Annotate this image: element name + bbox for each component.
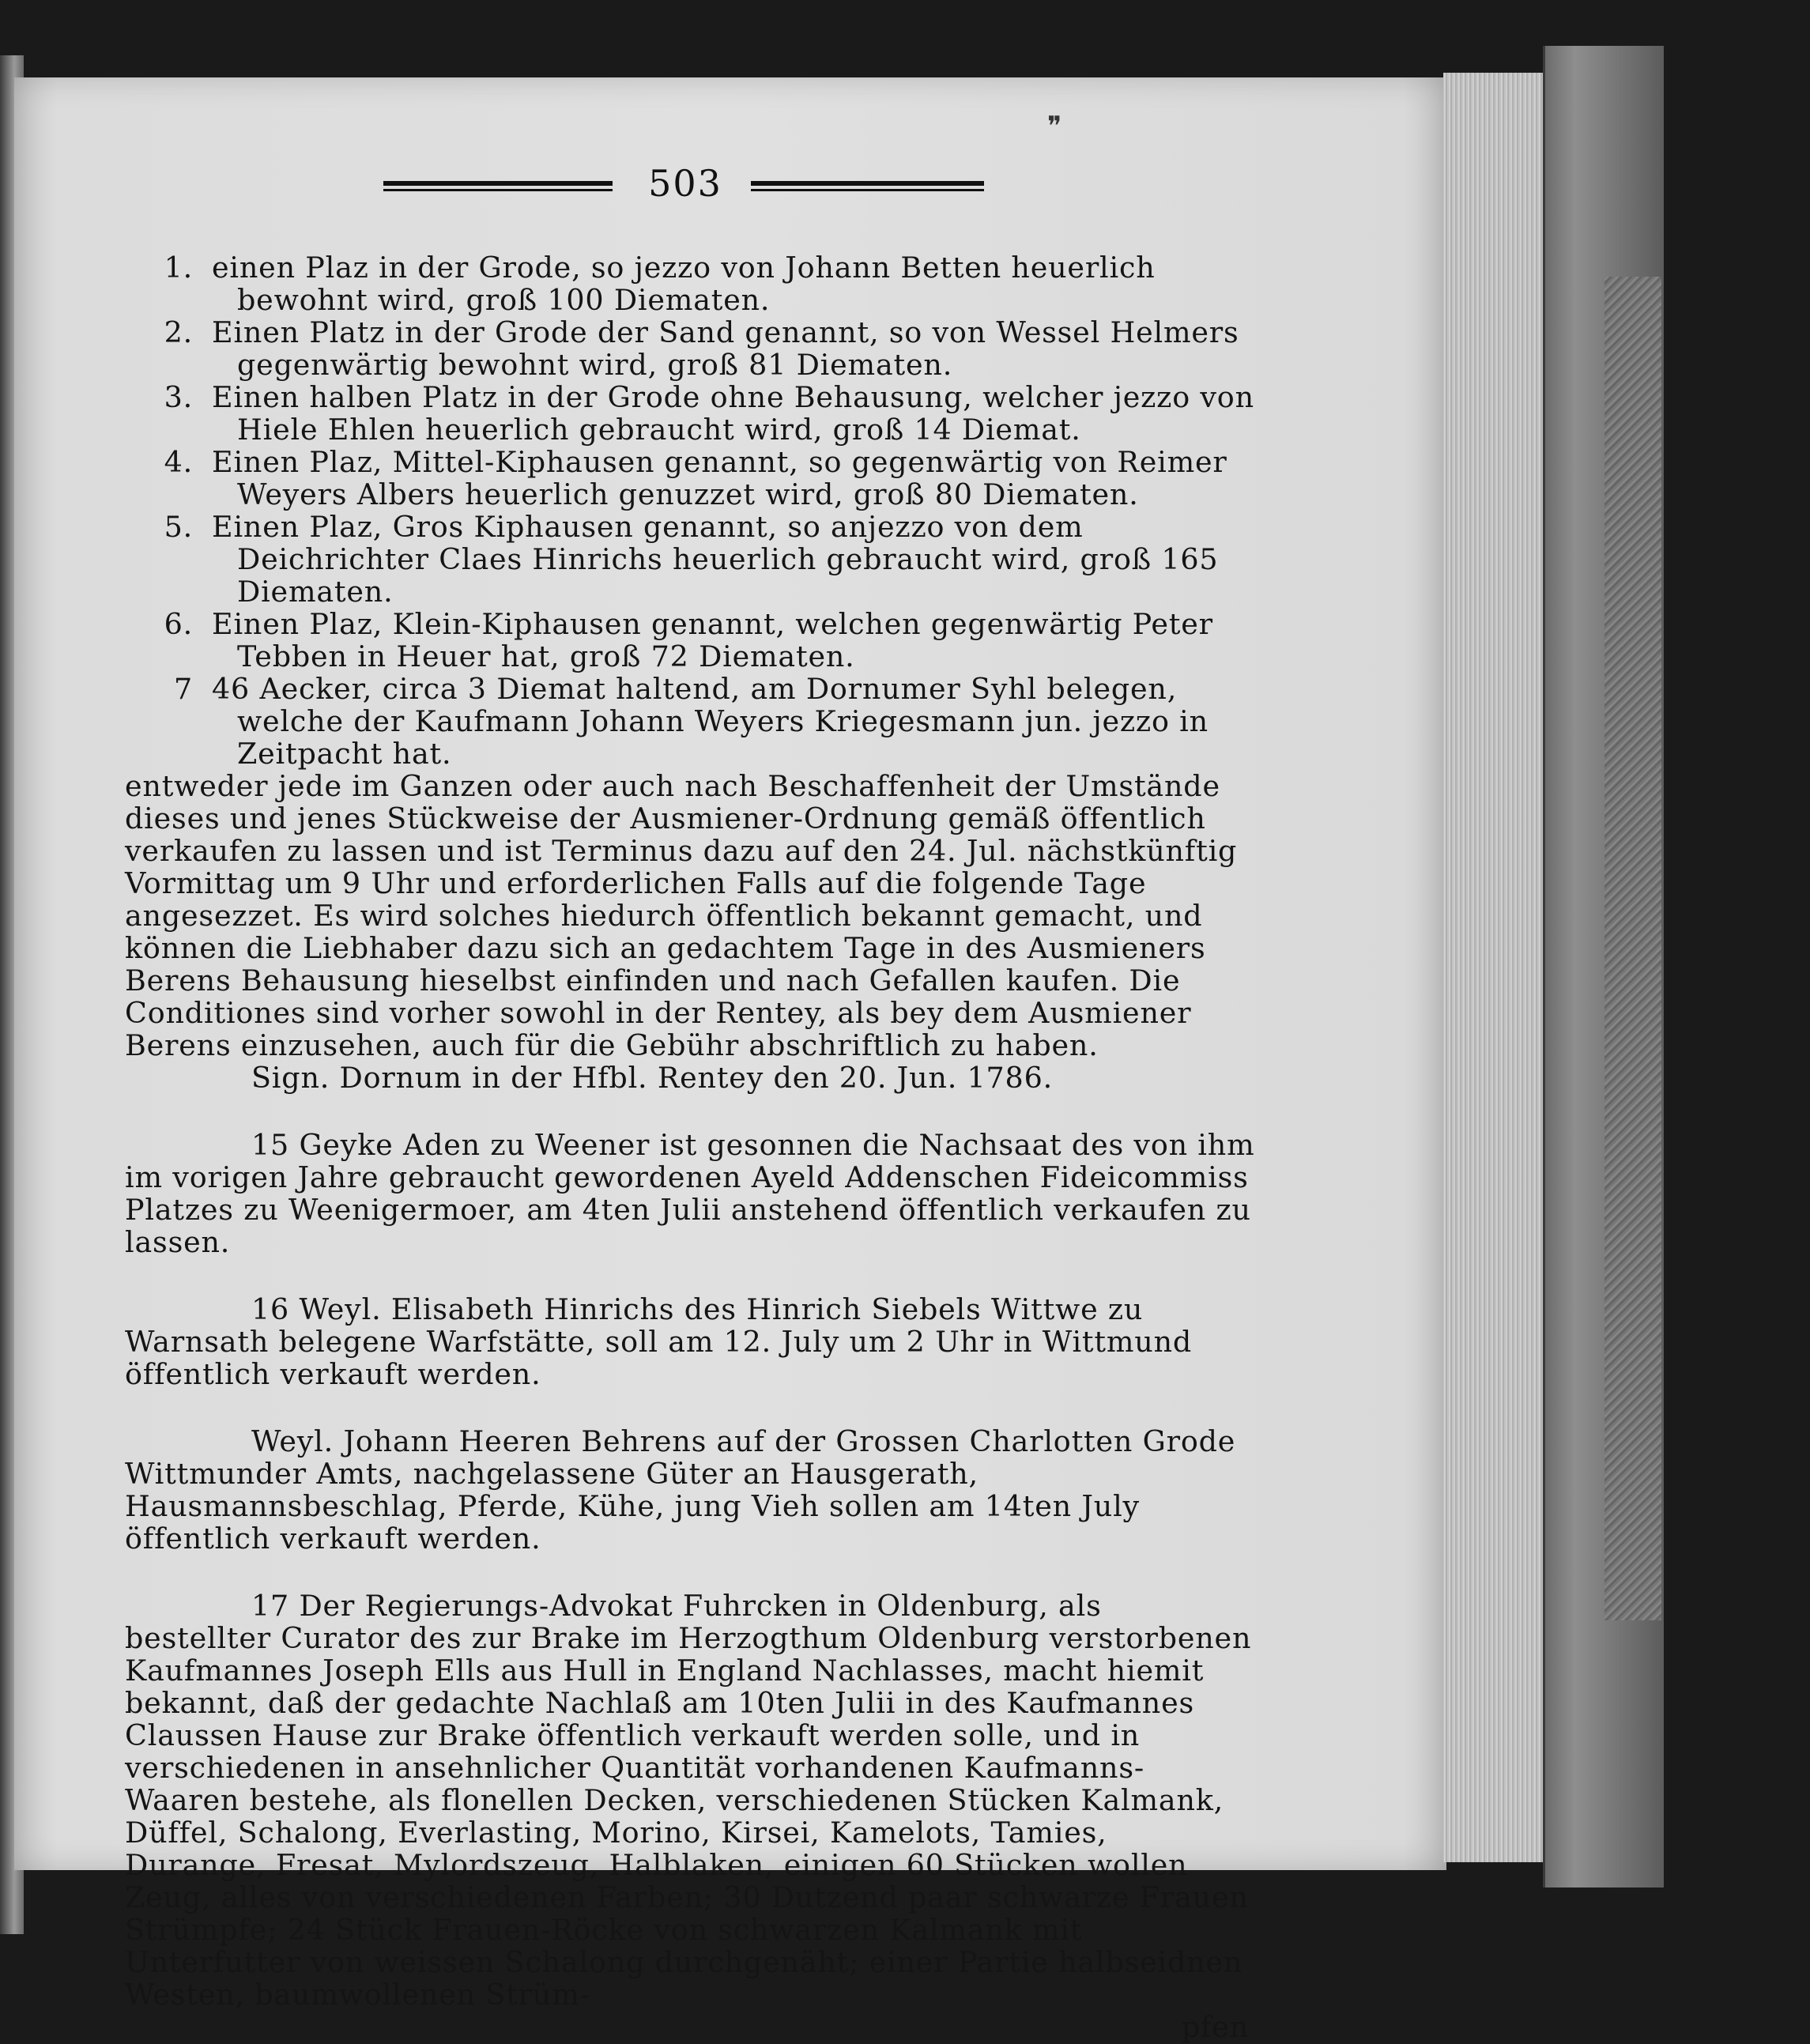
page-stack-edges — [1443, 73, 1546, 1862]
lot-number: 4. — [164, 445, 193, 479]
catchword: pfen — [1181, 2010, 1249, 2044]
lot-text: Einen Platz in der Grode der Sand genannt, so von Wessel Helmers gegenwärtig bewohnt wird, groß 81 Diematen. — [212, 315, 1239, 382]
lot-item — [125, 316, 1257, 381]
cover-marbled-band — [1604, 277, 1661, 1620]
lot-item — [125, 511, 1257, 608]
signature-line: Sign. Dornum in der Hfbl. Rentey den 20. Jun. 1786. — [251, 1061, 1054, 1095]
page-header — [383, 162, 984, 209]
lot-number: 5. — [164, 510, 193, 544]
lot-number: 7 — [173, 672, 193, 706]
lot-number: 2. — [164, 315, 193, 349]
lot-number: 3. — [164, 380, 193, 414]
header-rule-right — [751, 181, 984, 186]
header-mark: ❞ — [1047, 111, 1062, 142]
notice-weyl-behrens: Weyl. Johann Heeren Behrens auf der Grossen Charlotten Grode Wittmunder Amts, nachgelassene Güter an Hausgerath, Hausmannsbeschlag, Pferde, Kühe, jung Vieh sollen am 14ten July öffentlich verkauft werden. — [125, 1424, 1236, 1556]
spacer — [125, 1094, 1257, 1129]
lot-text: Einen Plaz, Mittel-Kiphausen genannt, so gegenwärtig von Reimer Weyers Albers heuerlich genuzzet wird, groß 80 Diematen. — [212, 445, 1227, 511]
lot-text: einen Plaz in der Grode, so jezzo von Johann Betten heuerlich bewohnt wird, groß 100 Diematen. — [212, 251, 1156, 317]
lot-text: Einen Plaz, Gros Kiphausen genannt, so anjezzo von dem Deichrichter Claes Hinrichs heuerlich gebraucht wird, groß 165 Diematen. — [212, 510, 1219, 609]
lot-text: Einen halben Platz in der Grode ohne Behausung, welcher jezzo von Hiele Ehlen heuerlich gebraucht wird, groß 14 Diemat. — [212, 380, 1254, 447]
lot-number: 6. — [164, 607, 193, 641]
lot-item — [125, 608, 1257, 673]
lot-text: Einen Plaz, Klein-Kiphausen genannt, welchen gegenwärtig Peter Tebben in Heuer hat, groß 72 Diematen. — [212, 607, 1213, 673]
spacer — [125, 1390, 1257, 1425]
lot-text: 46 Aecker, circa 3 Diemat haltend, am Dornumer Syhl belegen, welche der Kaufmann Johann Weyers Kriegesmann jun. jezzo in Zeitpacht hat. — [212, 672, 1209, 771]
notice-16: 16 Weyl. Elisabeth Hinrichs des Hinrich Siebels Wittwe zu Warnsath belegene Warfstätte, soll am 12. July um 2 Uhr in Wittmund öffentlich verkauft werden. — [125, 1292, 1193, 1391]
notice-15: 15 Geyke Aden zu Weener ist gesonnen die Nachsaat des von ihm im vorigen Jahre gebraucht gewordenen Ayeld Addenschen Fideicommiss Platzes zu Weenigermoer, am 4ten Julii anstehend öffentlich verkaufen zu lassen. — [125, 1128, 1255, 1259]
sale-paragraph: entweder jede im Ganzen oder auch nach Beschaffenheit der Umstände dieses und jenes Stückweise der Ausmiener-Ordnung gemäß öffentlich verkaufen zu lassen und ist Terminus dazu auf den 24. Jul. nächstkünftig Vormittag um 9 Uhr und erforderlichen Falls auf die folgende Tage angesezzet. Es wird solches hiedurch öffentlich bekannt gemacht, und können die Liebhaber dazu sich an gedachtem Tage in des Ausmieners Berens Behausung hieselbst einfinden und nach Gefallen kaufen. Die Conditiones sind vorher sowohl in der Rentey, als bey dem Ausmiener Berens einzusehen, auch für die Gebühr abschriftlich zu haben. — [125, 769, 1238, 1062]
lot-item — [125, 381, 1257, 446]
spacer — [125, 1555, 1257, 1590]
lot-number: 1. — [164, 251, 193, 285]
header-rule-left — [383, 181, 613, 186]
spacer — [125, 1258, 1257, 1293]
lot-item — [125, 446, 1257, 511]
lot-item — [125, 673, 1257, 770]
page-body — [125, 251, 1257, 2043]
lot-item — [125, 251, 1257, 316]
page-number: 503 — [648, 162, 722, 205]
notice-17: 17 Der Regierungs-Advokat Fuhrcken in Oldenburg, als bestellter Curator des zur Brake im Herzogthum Oldenburg verstorbenen Kaufmannes Joseph Ells aus Hull in England Nachlasses, macht hiemit bekannt, daß der gedachte Nachlaß am 10ten Julii in des Kaufmannes Claussen Hause zur Brake öffentlich verkauft werden solle, und in verschiedenen in ansehnlicher Quantität vorhandenen Kaufmanns-Waaren bestehe, als flonellen Decken, verschiedenen Stücken Kalmank, Düffel, Schalong, Everlasting, Morino, Kirsei, Kamelots, Tamies, Durange, Fresat, Mylordszeug, Halblaken, einigen 60 Stücken wollen Zeug, alles von verschiedenen Farben; 30 Dutzend paar schwarze Frauen Strümpfe; 24 Stück Frauen-Röcke von schwarzen Kalmank mit Unterfutter von weissen Schalong durchgenäht; einer Partie halbseidnen Westen, baumwollenen Strüm- — [125, 1589, 1252, 2012]
